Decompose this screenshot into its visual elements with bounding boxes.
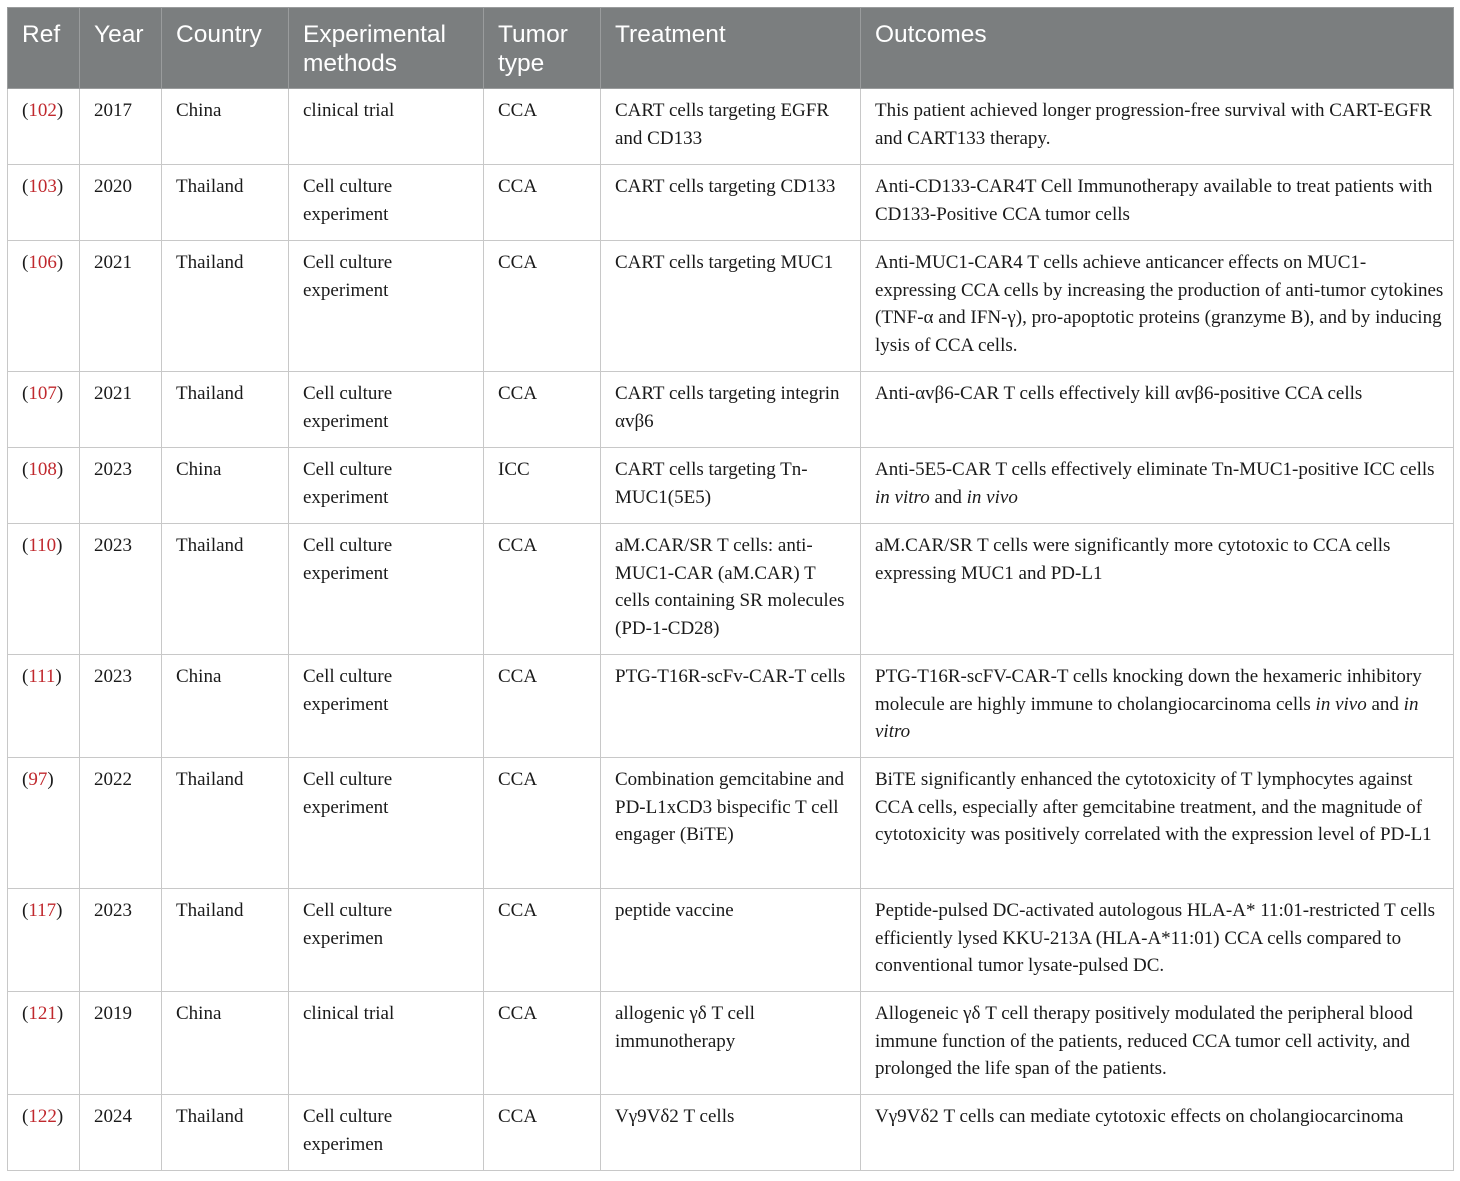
cell-tumor-type: CCA — [484, 1095, 601, 1171]
cell-treatment: CART cells targeting Tn-MUC1(5E5) — [601, 448, 861, 524]
cell-outcomes — [861, 992, 1454, 1095]
cell-outcomes — [861, 89, 1454, 165]
cell-experimental-methods: clinical trial — [289, 89, 484, 165]
ref-paren-close: ) — [56, 383, 64, 404]
cell-outcomes — [861, 165, 1454, 241]
ref-link[interactable]: 106 — [28, 252, 57, 273]
header-ref: Ref — [8, 8, 80, 89]
ref-paren-close: ) — [56, 459, 64, 480]
cell-tumor-type: CCA — [484, 889, 601, 992]
outcome-italic-text: in vivo — [966, 486, 1018, 508]
cell-year: 2024 — [80, 1095, 162, 1171]
ref-paren-close: ) — [47, 769, 54, 790]
cell-experimental-methods: Cell culture experimen — [289, 889, 484, 992]
cell-treatment: CART cells targeting CD133 — [601, 165, 861, 241]
table-row — [8, 758, 1454, 889]
cell-tumor-type: CCA — [484, 992, 601, 1095]
cell-country: Thailand — [162, 524, 289, 655]
ref-link[interactable]: 102 — [28, 100, 57, 121]
ref-paren-open: ( — [22, 100, 29, 121]
ref-paren-open: ( — [22, 535, 29, 556]
ref-link[interactable]: 122 — [28, 1106, 57, 1127]
cell-country: Thailand — [162, 372, 289, 448]
outcome-text: Allogeneic γδ T cell therapy positively modulated the peripheral blood immune function of the patients, reduced CCA tumor cell activity, and prolonged the life span of the patients. — [875, 1003, 1413, 1079]
cell-treatment: peptide vaccine — [601, 889, 861, 992]
cell-year: 2020 — [80, 165, 162, 241]
outcome-italic-text: in vitro — [875, 693, 1419, 742]
cell-outcomes — [861, 889, 1454, 992]
cell-experimental-methods: Cell culture experiment — [289, 655, 484, 758]
cell-country: Thailand — [162, 241, 289, 372]
cell-ref — [8, 372, 80, 448]
header-treatment: Treatment — [601, 8, 861, 89]
outcome-text: Anti-5E5-CAR T cells effectively eliminate Tn-MUC1-positive ICC cells — [875, 459, 1435, 480]
cell-ref — [8, 758, 80, 889]
cell-treatment: PTG-T16R-scFv-CAR-T cells — [601, 655, 861, 758]
cell-outcomes — [861, 241, 1454, 372]
cell-tumor-type: ICC — [484, 448, 601, 524]
cell-treatment: CART cells targeting integrin αvβ6 — [601, 372, 861, 448]
cell-ref — [8, 241, 80, 372]
cell-country: Thailand — [162, 1095, 289, 1171]
ref-paren-open: ( — [22, 459, 29, 480]
outcome-text: Vγ9Vδ2 T cells can mediate cytotoxic effects on cholangiocarcinoma — [875, 1106, 1404, 1127]
cell-year: 2022 — [80, 758, 162, 889]
cell-outcomes — [861, 448, 1454, 524]
cell-treatment: aM.CAR/SR T cells: anti-MUC1-CAR (aM.CAR) T cells containing SR molecules (PD-1-CD28) — [601, 524, 861, 655]
cell-treatment: Vγ9Vδ2 T cells — [601, 1095, 861, 1171]
outcome-text: PTG-T16R-scFV-CAR-T cells knocking down the hexameric inhibitory molecule are highly immune to cholangiocarcinoma cells — [875, 666, 1422, 715]
ref-paren-open: ( — [22, 1106, 29, 1127]
header-country: Country — [162, 8, 289, 89]
cell-experimental-methods: Cell culture experiment — [289, 372, 484, 448]
ref-paren-open: ( — [22, 1003, 29, 1024]
ref-link[interactable]: 103 — [28, 176, 57, 197]
cell-country: China — [162, 89, 289, 165]
ref-paren-close: ) — [56, 100, 64, 121]
header-outcomes: Outcomes — [861, 8, 1454, 89]
cell-country: China — [162, 448, 289, 524]
table-row — [8, 992, 1454, 1095]
cell-treatment: CART cells targeting MUC1 — [601, 241, 861, 372]
ref-paren-open: ( — [22, 383, 29, 404]
cell-experimental-methods: Cell culture experiment — [289, 758, 484, 889]
cell-outcomes — [861, 524, 1454, 655]
cell-ref — [8, 448, 80, 524]
header-row — [8, 8, 1454, 89]
ref-paren-close: ) — [56, 535, 63, 556]
cell-year: 2023 — [80, 889, 162, 992]
cell-outcomes — [861, 372, 1454, 448]
cell-year: 2017 — [80, 89, 162, 165]
cell-year: 2021 — [80, 241, 162, 372]
ref-link[interactable]: 110 — [28, 535, 57, 556]
outcome-text: Anti-MUC1-CAR4 T cells achieve anticancer effects on MUC1-expressing CCA cells by increasing the production of anti-tumor cytokines (TNF-α and IFN-γ), pro-apoptotic proteins (granzyme B), and by inducing lysis of CCA cells. — [875, 252, 1444, 356]
table-row — [8, 165, 1454, 241]
outcome-text: BiTE significantly enhanced the cytotoxicity of T lymphocytes against CCA cells, especially after gemcitabine treatment, and the magnitude of cytotoxicity was positively correlated with the expression level of PD-L1 — [875, 769, 1432, 845]
cell-tumor-type: CCA — [484, 655, 601, 758]
outcome-text: Anti-CD133-CAR4T Cell Immunotherapy available to treat patients with CD133-Positive CCA tumor cells — [875, 176, 1433, 225]
cell-ref — [8, 992, 80, 1095]
ref-link[interactable]: 117 — [28, 900, 57, 921]
cell-tumor-type: CCA — [484, 241, 601, 372]
cell-country: China — [162, 992, 289, 1095]
cell-tumor-type: CCA — [484, 165, 601, 241]
cell-tumor-type: CCA — [484, 524, 601, 655]
ref-paren-open: ( — [22, 666, 29, 687]
outcome-text: This patient achieved longer progression-free survival with CART-EGFR and CART133 therapy. — [875, 100, 1432, 149]
outcome-italic-text: in vivo — [1315, 693, 1367, 715]
ref-link[interactable]: 108 — [28, 459, 57, 480]
cell-tumor-type: CCA — [484, 89, 601, 165]
cell-year: 2023 — [80, 524, 162, 655]
ref-paren-close: ) — [56, 1106, 64, 1127]
ref-paren-close: ) — [56, 900, 63, 921]
header-year: Year — [80, 8, 162, 89]
cell-year: 2023 — [80, 448, 162, 524]
table-row — [8, 655, 1454, 758]
cell-treatment: CART cells targeting EGFR and CD133 — [601, 89, 861, 165]
cell-country: China — [162, 655, 289, 758]
cell-treatment: Combination gemcitabine and PD-L1xCD3 bispecific T cell engager (BiTE) — [601, 758, 861, 889]
cell-year: 2023 — [80, 655, 162, 758]
cell-treatment: allogenic γδ T cell immunotherapy — [601, 992, 861, 1095]
table-row — [8, 524, 1454, 655]
cell-tumor-type: CCA — [484, 758, 601, 889]
ref-link[interactable]: 121 — [28, 1003, 57, 1024]
table-row — [8, 89, 1454, 165]
ref-paren-close: ) — [55, 666, 62, 687]
table-body — [8, 89, 1454, 1171]
cell-year: 2021 — [80, 372, 162, 448]
cell-experimental-methods: Cell culture experimen — [289, 1095, 484, 1171]
cell-experimental-methods: Cell culture experiment — [289, 448, 484, 524]
ref-link[interactable]: 97 — [28, 769, 48, 790]
ref-paren-close: ) — [56, 176, 64, 197]
references-table — [7, 7, 1454, 1171]
cell-country: Thailand — [162, 889, 289, 992]
ref-paren-open: ( — [22, 252, 29, 273]
cell-ref — [8, 1095, 80, 1171]
cell-tumor-type: CCA — [484, 372, 601, 448]
outcome-text: and — [1366, 693, 1404, 715]
ref-link[interactable]: 111 — [28, 666, 56, 687]
ref-paren-open: ( — [22, 900, 29, 921]
outcome-text: and — [929, 486, 967, 508]
header-tumor-type: Tumor type — [484, 8, 601, 89]
cell-outcomes — [861, 1095, 1454, 1171]
outcome-text: Anti-αvβ6-CAR T cells effectively kill αvβ6-positive CCA cells — [875, 383, 1363, 404]
ref-paren-open: ( — [22, 176, 29, 197]
table-row — [8, 241, 1454, 372]
cell-experimental-methods: Cell culture experiment — [289, 165, 484, 241]
cell-year: 2019 — [80, 992, 162, 1095]
cell-ref — [8, 524, 80, 655]
table-row — [8, 889, 1454, 992]
table-header — [8, 8, 1454, 89]
outcome-text: Peptide-pulsed DC-activated autologous HLA-A* 11:01-restricted T cells efficiently lysed KKU-213A (HLA-A*11:01) CCA cells compared to conventional tumor lysate-pulsed DC. — [875, 900, 1436, 976]
cell-experimental-methods: Cell culture experiment — [289, 524, 484, 655]
table-row — [8, 1095, 1454, 1171]
outcome-text: aM.CAR/SR T cells were significantly more cytotoxic to CCA cells expressing MUC1 and PD-L1 — [875, 535, 1391, 584]
cell-ref — [8, 89, 80, 165]
table-row — [8, 372, 1454, 448]
ref-paren-open: ( — [22, 769, 29, 790]
cell-outcomes — [861, 655, 1454, 758]
cell-country: Thailand — [162, 165, 289, 241]
cell-ref — [8, 655, 80, 758]
header-experimental-methods: Experimental methods — [289, 8, 484, 89]
table-row — [8, 448, 1454, 524]
outcome-italic-text: in vitro — [875, 486, 930, 508]
cell-ref — [8, 889, 80, 992]
cell-country: Thailand — [162, 758, 289, 889]
cell-experimental-methods: clinical trial — [289, 992, 484, 1095]
cell-outcomes — [861, 758, 1454, 889]
ref-paren-close: ) — [56, 1003, 64, 1024]
ref-paren-close: ) — [56, 252, 64, 273]
ref-link[interactable]: 107 — [28, 383, 57, 404]
cell-ref — [8, 165, 80, 241]
cell-experimental-methods: Cell culture experiment — [289, 241, 484, 372]
